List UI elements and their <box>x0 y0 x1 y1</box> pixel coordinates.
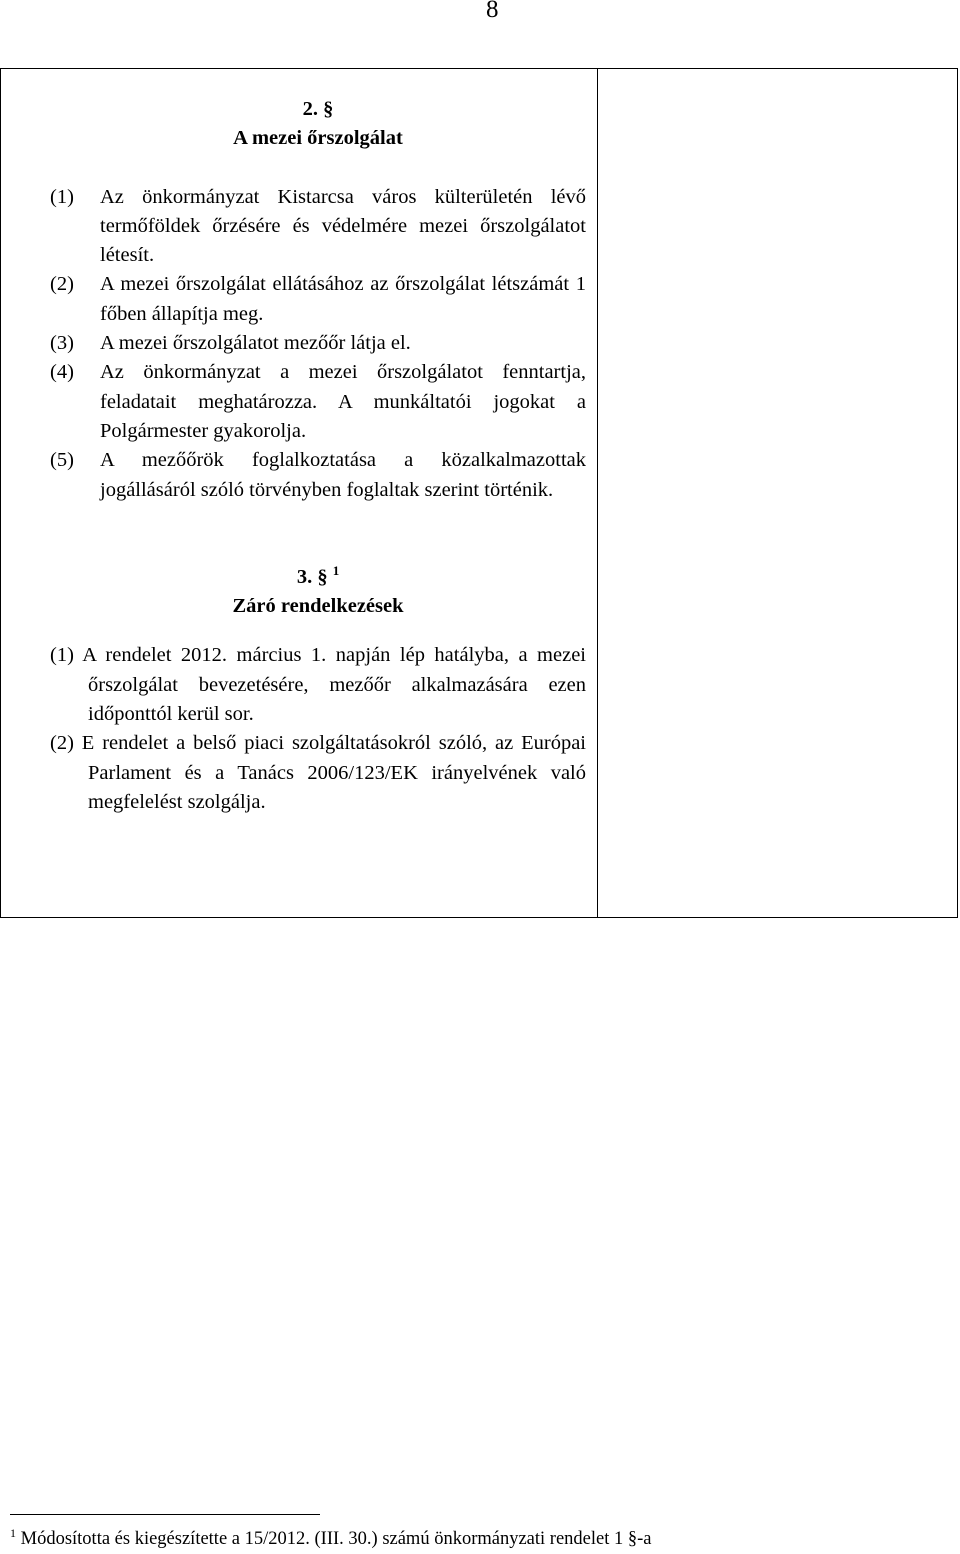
section-2-number: 2. § <box>302 98 334 120</box>
footnote <box>10 1527 652 1551</box>
paragraph-text: Az önkormányzat Kistarcsa város külterületén lévő termőföldek őrzésére és védelmére mezei őrszolgálatot létesít. <box>100 185 586 267</box>
section-2-paragraph <box>50 183 586 271</box>
section-2-paragraph <box>50 270 586 329</box>
section-2-title: A mezei őrszolgálat <box>233 127 403 150</box>
paragraph-number: (5) <box>50 449 74 472</box>
section-3-paragraph: (1) A rendelet 2012. március 1. napján lép hatályba, a mezei őrszolgálat bevezetésére, mezőőr alkalmazására ezen időponttól kerül sor. <box>50 644 586 726</box>
regulation-text-column <box>50 95 586 817</box>
paragraph-text: Az önkormányzat a mezei őrszolgálatot fenntartja, feladatait meghatározza. A munkáltatói jogokat a Polgármester gyakorolja. <box>100 361 586 442</box>
page-number: 8 <box>486 0 499 23</box>
section-3-paragraph: (2) E rendelet a belső piaci szolgáltatásokról szóló, az Európai Parlament és a Tanács 2006/123/EK irányelvének való megfelelést szolgálja. <box>50 732 586 813</box>
section-2-paragraph <box>50 329 586 358</box>
paragraph-number: (4) <box>50 361 74 384</box>
footnote-reference[interactable]: 1 <box>332 563 340 579</box>
footnote-number: 1 <box>10 1525 16 1540</box>
paragraph-text: A mezei őrszolgálat ellátásához az őrszolgálat létszámát 1 főben állapítja meg. <box>100 273 586 325</box>
footnote-text: Módosította és kiegészítette a 15/2012. (III. 30.) számú önkormányzati rendelet 1 §-a <box>20 1529 652 1549</box>
table-column-divider <box>597 68 598 918</box>
paragraph-number: (2) <box>50 273 74 296</box>
paragraph-text: A mezőőrök foglalkoztatása a közalkalmazottak jogállásáról szóló törvényben foglaltak szerint történik. <box>100 449 586 501</box>
paragraph-number: (3) <box>50 332 74 355</box>
section-2-paragraph <box>50 446 586 505</box>
footnote-separator <box>10 1514 320 1515</box>
section-3-title: Záró rendelkezések <box>232 595 404 618</box>
section-2-paragraph <box>50 358 586 446</box>
section-3-number-line <box>50 563 586 592</box>
paragraph-text: A mezei őrszolgálatot mezőőr látja el. <box>100 332 411 355</box>
section-3-number: 3. § <box>296 565 328 588</box>
paragraph-number: (1) <box>50 185 74 208</box>
